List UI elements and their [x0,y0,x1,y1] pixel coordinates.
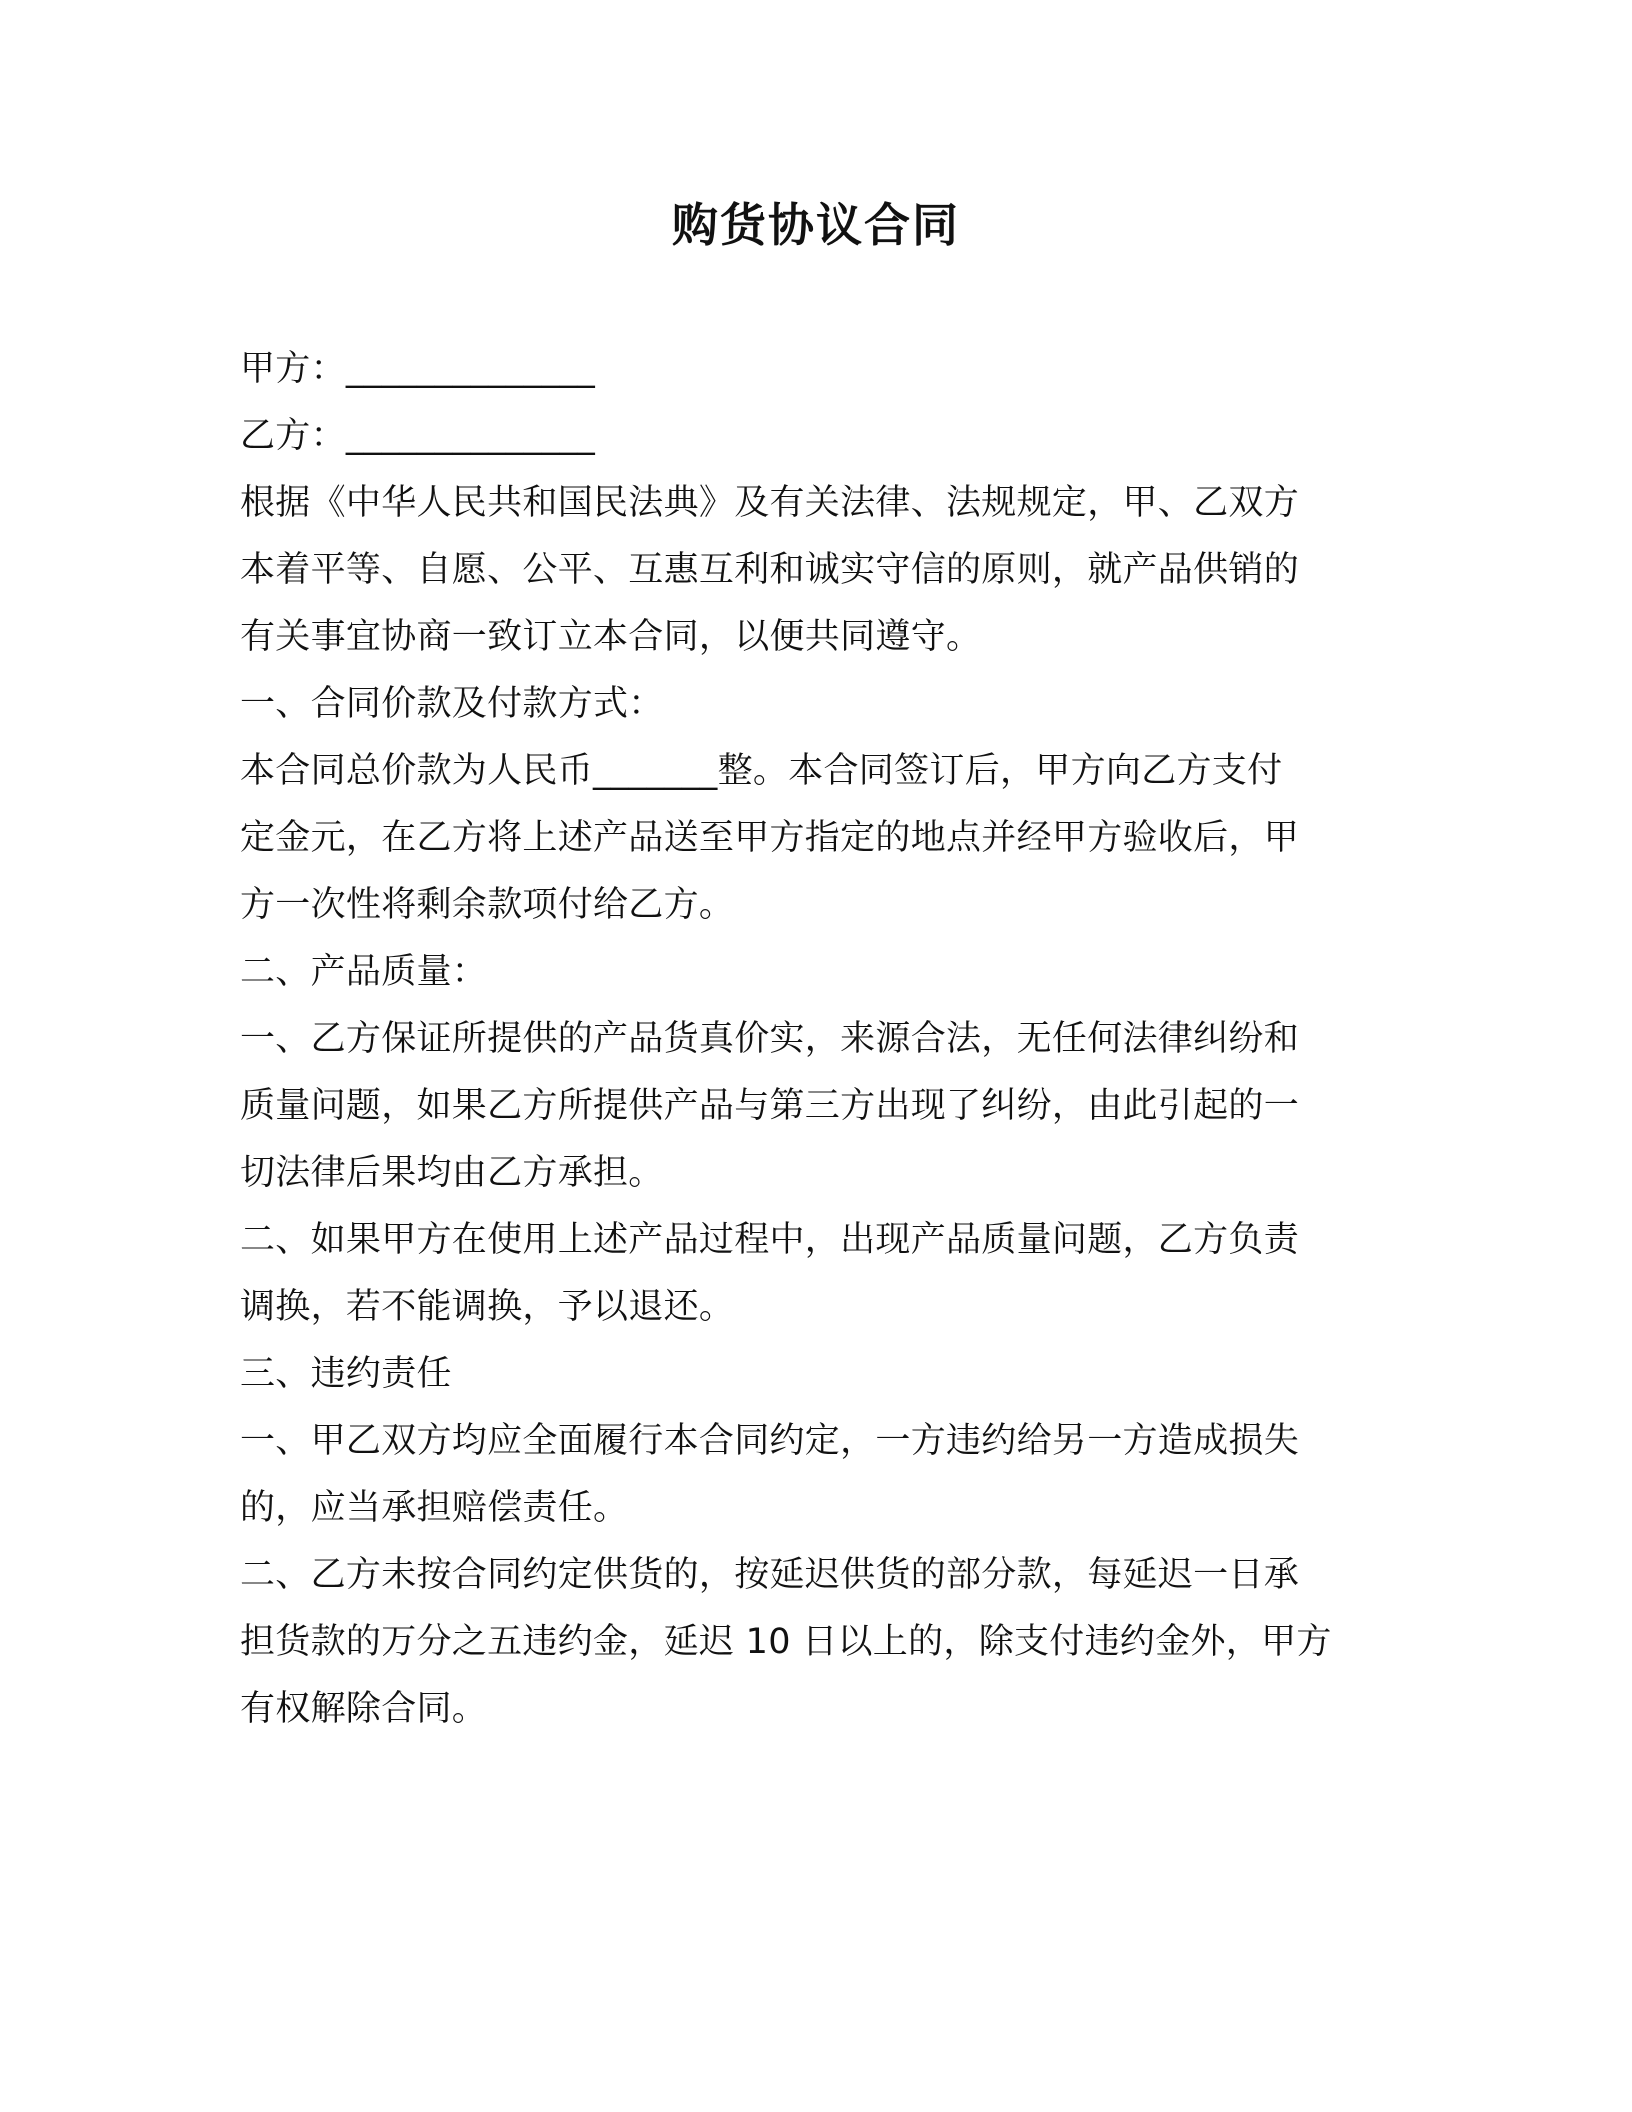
section-1-line-1: 本合同总价款为人民币_______整。本合同签订后，甲方向乙方支付 [240,751,1283,791]
section-2-clause-2-line-1: 二、如果甲方在使用上述产品过程中，出现产品质量问题，乙方负责 [240,1220,1300,1260]
section-3-clause-2-line-1: 二、乙方未按合同约定供货的，按延迟供货的部分款，每延迟一日承 [240,1555,1300,1595]
section-3-heading: 三、违约责任 [240,1354,452,1394]
preamble-line-1: 根据《中华人民共和国民法典》及有关法律、法规规定，甲、乙双方 [240,483,1300,523]
section-1-heading: 一、合同价款及付款方式： [240,684,664,724]
party-b-line: 乙方：______________ [240,416,596,456]
party-a-line: 甲方：______________ [240,349,596,389]
section-3-clause-1-line-1: 一、甲乙双方均应全面履行本合同约定，一方违约给另一方造成损失 [240,1421,1300,1461]
section-2-clause-2-line-2: 调换，若不能调换，予以退还。 [240,1287,735,1327]
document-body [240,336,1410,1743]
section-2-clause-1-line-1: 一、乙方保证所提供的产品货真价实，来源合法，无任何法律纠纷和 [240,1019,1300,1059]
preamble-line-3: 有关事宜协商一致订立本合同，以便共同遵守。 [240,617,982,657]
section-2-clause-1-line-3: 切法律后果均由乙方承担。 [240,1153,664,1193]
preamble-line-2: 本着平等、自愿、公平、互惠互利和诚实守信的原则，就产品供销的 [240,550,1300,590]
section-1-line-2: 定金元，在乙方将上述产品送至甲方指定的地点并经甲方验收后，甲 [240,818,1300,858]
section-3-clause-2-line-2: 担货款的万分之五违约金，延迟 10 日以上的，除支付违约金外，甲方 [240,1622,1332,1662]
section-2-heading: 二、产品质量： [240,952,488,992]
document-title: 购货协议合同 [672,198,960,252]
section-1-line-3: 方一次性将剩余款项付给乙方。 [240,885,735,925]
section-3-clause-2-line-3: 有权解除合同。 [240,1689,488,1729]
section-3-clause-1-line-2: 的，应当承担赔偿责任。 [240,1488,629,1528]
section-2-clause-1-line-2: 质量问题，如果乙方所提供产品与第三方出现了纠纷，由此引起的一 [240,1086,1300,1126]
